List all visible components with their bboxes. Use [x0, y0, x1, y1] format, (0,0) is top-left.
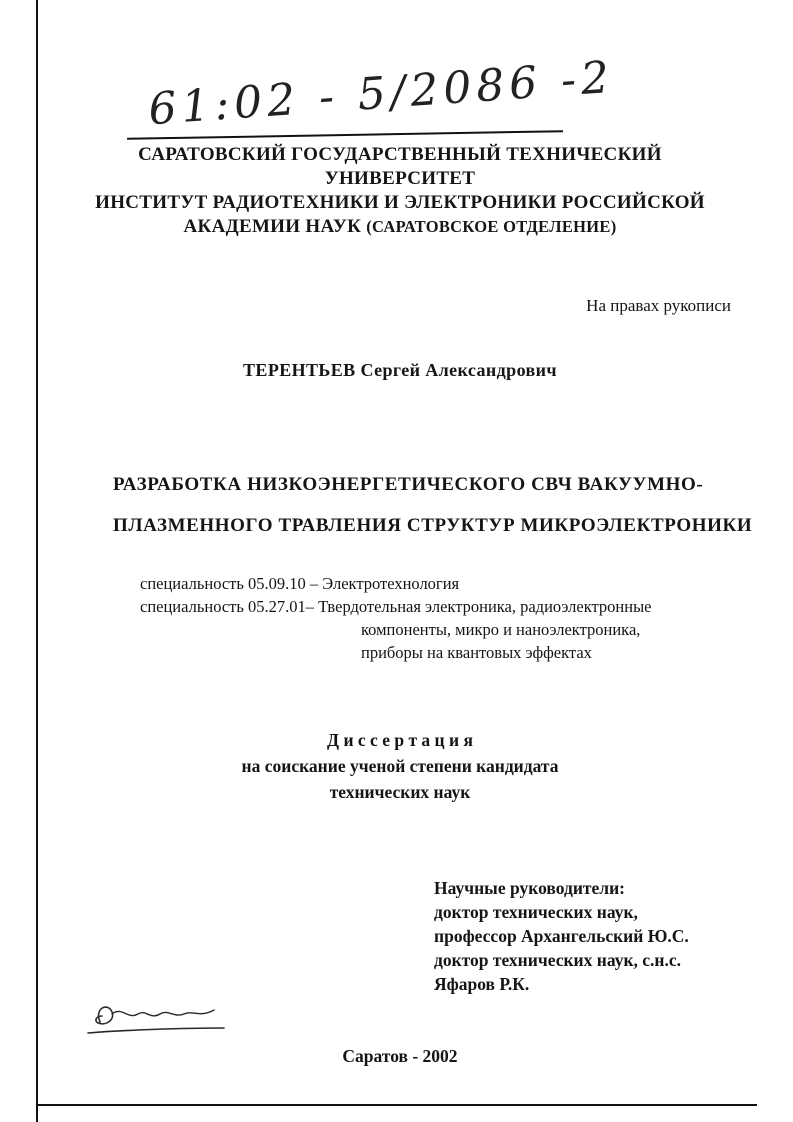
manuscript-rights-note: На правах рукописи [586, 296, 731, 315]
author-name: ТЕРЕНТЬЕВ Сергей Александрович [243, 360, 557, 380]
title-line: ПЛАЗМЕННОГО ТРАВЛЕНИЯ СТРУКТУР МИКРОЭЛЕКТРОНИКИ [113, 515, 753, 536]
institution-line4-main: АКАДЕМИИ НАУК [183, 216, 367, 237]
specialty-line: приборы на квантовых эффектах [361, 643, 592, 662]
supervisor-line: профессор Архангельский Ю.С. [434, 926, 689, 946]
thesis-line: технических наук [329, 782, 471, 802]
signature-svg [84, 992, 234, 1042]
supervisor-line: доктор технических наук, [434, 902, 638, 922]
supervisor-line: Яфаров Р.К. [434, 974, 530, 994]
specialty-line: специальность 05.27.01– Твердотельная электроника, радиоэлектронные [140, 597, 652, 616]
institution-line [60, 215, 740, 239]
scan-edge-left [36, 0, 38, 1122]
handwritten-call-number: 61:02 - 5/2086 -2 [146, 51, 616, 136]
thesis-type: Д и с с е р т а ц и я [327, 730, 473, 750]
institution-line: САРАТОВСКИЙ ГОСУДАРСТВЕННЫЙ ТЕХНИЧЕСКИЙ [138, 144, 662, 165]
institution-line: ИНСТИТУТ РАДИОТЕХНИКИ И ЭЛЕКТРОНИКИ РОССИЙСКОЙ [95, 192, 705, 213]
thesis-line: на соискание ученой степени кандидата [241, 756, 559, 776]
city-year: Саратов - 2002 [342, 1046, 458, 1066]
thesis-statement [60, 727, 740, 805]
title-line: РАЗРАБОТКА НИЗКОЭНЕРГЕТИЧЕСКОГО СВЧ ВАКУУМНО- [113, 474, 704, 495]
institution-header [60, 143, 740, 239]
institution-line: УНИВЕРСИТЕТ [324, 168, 476, 189]
specialty-line: специальность 05.09.10 – Электротехнология [140, 574, 460, 593]
supervisor-line: доктор технических наук, с.н.с. [434, 950, 682, 970]
scan-edge-bottom [36, 1104, 757, 1106]
signature-image [84, 992, 234, 1042]
specialties-block [140, 572, 760, 664]
specialty-line: компоненты, микро и наноэлектроника, [361, 620, 641, 639]
supervisors-block [434, 876, 754, 996]
dissertation-title [113, 464, 753, 546]
institution-line4-branch: (САРАТОВСКОЕ ОТДЕЛЕНИЕ) [366, 217, 617, 236]
supervisors-header: Научные руководители: [434, 878, 626, 898]
